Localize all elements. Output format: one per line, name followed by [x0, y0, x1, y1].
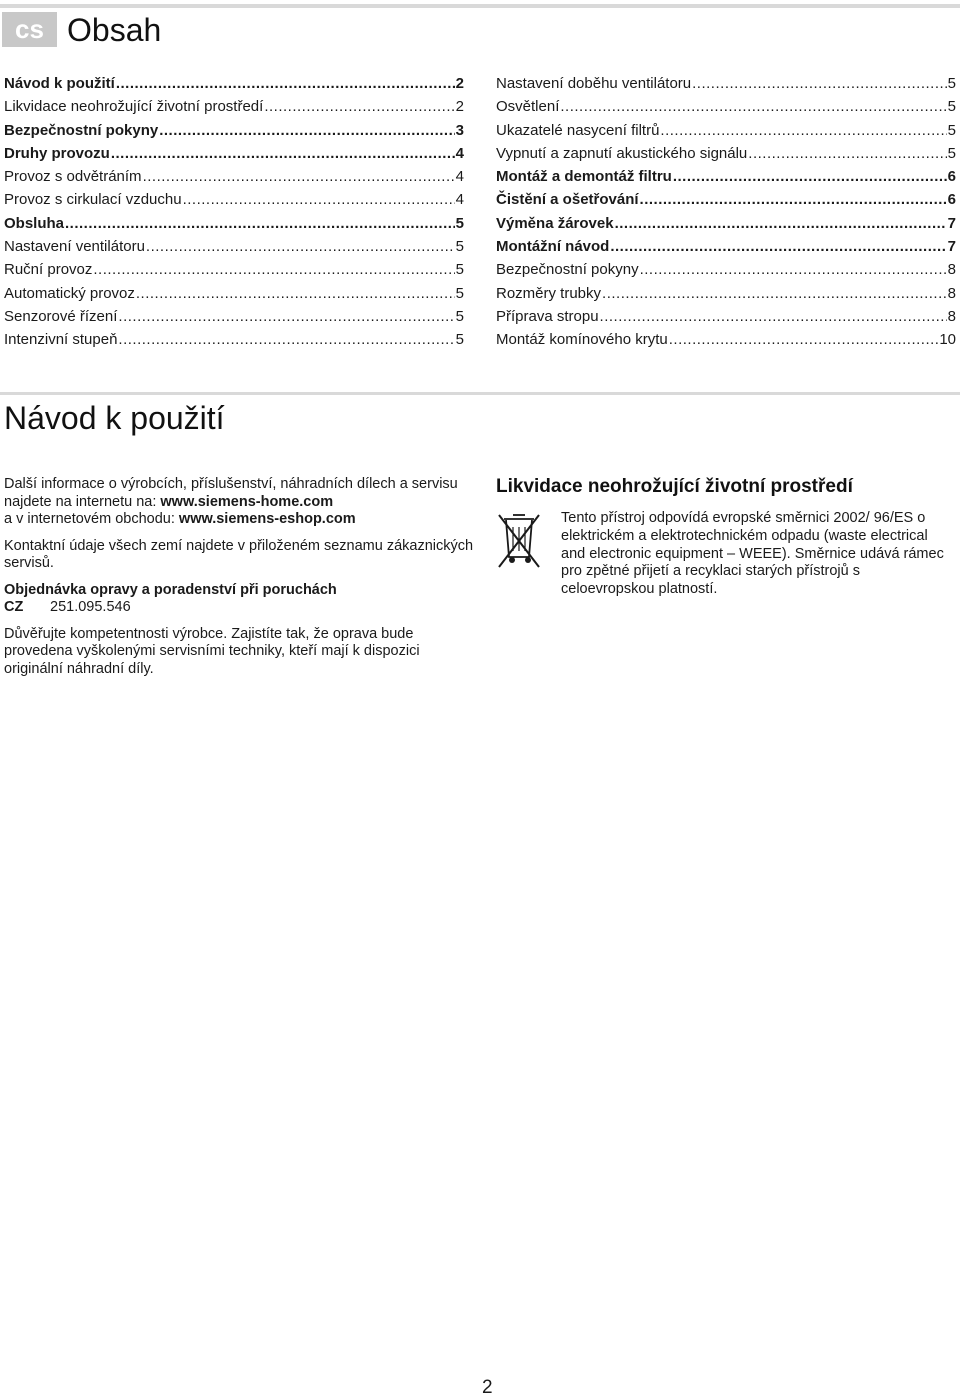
info-column — [4, 476, 474, 678]
toc-dot-leader — [264, 95, 454, 118]
toc-dot-leader — [602, 282, 947, 305]
toc-entry-page: 8 — [947, 307, 956, 325]
phone-line — [4, 599, 474, 617]
toc-entry-label: Nastavení ventilátoru — [4, 238, 145, 256]
toc-dot-leader — [615, 212, 947, 235]
toc-entry-page: 6 — [947, 168, 956, 186]
contacts-paragraph: Kontaktní údaje všech zemí najdete v přiloženém seznamu zákaznických servisů. — [4, 537, 474, 571]
toc-entry-label: Bezpečnostní pokyny — [4, 121, 159, 139]
toc-entry-label: Bezpečnostní pokyny — [496, 261, 639, 279]
toc-entry[interactable] — [4, 328, 464, 351]
toc-dot-leader — [669, 328, 939, 351]
section-divider — [0, 392, 960, 395]
toc-dot-leader — [118, 305, 454, 328]
toc-entry[interactable] — [4, 305, 464, 328]
toc-entry-page: 5 — [947, 98, 956, 116]
toc-entry[interactable] — [496, 258, 956, 281]
toc-entry-page: 5 — [455, 238, 464, 256]
toc-entry-page: 5 — [455, 261, 464, 279]
toc-entry[interactable] — [4, 72, 464, 95]
toc-entry-page: 5 — [455, 331, 464, 349]
page-number: 2 — [482, 1377, 493, 1398]
toc-entry-page: 4 — [455, 144, 464, 162]
toc-entry[interactable] — [496, 95, 956, 118]
toc-entry-label: Automatický provoz — [4, 284, 135, 302]
toc-dot-leader — [183, 188, 455, 211]
toc-entry[interactable] — [496, 165, 956, 188]
toc-entry-page: 5 — [947, 144, 956, 162]
order-heading: Objednávka opravy a poradenství při poruchách — [4, 581, 337, 598]
toc-dot-leader — [65, 212, 455, 235]
toc-entry[interactable] — [4, 188, 464, 211]
toc-entry[interactable] — [4, 235, 464, 258]
toc-entry[interactable] — [4, 282, 464, 305]
page-title: Obsah — [67, 12, 162, 48]
toc-left-column — [4, 72, 464, 352]
info-shop-intro: a v internetovém obchodu: — [4, 511, 179, 527]
toc-entry-label: Montážní návod — [496, 238, 610, 256]
info-intro: Další informace o výrobcích, příslušenství, náhradních dílech a servisu najdete na internetu na: — [4, 476, 458, 510]
toc-dot-leader — [673, 165, 947, 188]
toc-entry-label: Ukazatelé nasycení filtrů — [496, 121, 660, 139]
toc-dot-leader — [640, 258, 947, 281]
toc-entry-page: 2 — [455, 98, 464, 116]
crossed-out-wheelie-bin-icon — [495, 511, 543, 573]
toc-entry[interactable] — [4, 212, 464, 235]
toc-entry-label: Osvětlení — [496, 98, 560, 116]
toc-entry-label: Intenzivní stupeň — [4, 331, 118, 349]
toc-dot-leader — [560, 95, 946, 118]
toc-dot-leader — [143, 165, 455, 188]
toc-entry[interactable] — [496, 328, 956, 351]
top-rule — [0, 4, 960, 8]
toc-entry[interactable] — [496, 235, 956, 258]
phone-number: 251.095.546 — [50, 599, 131, 615]
toc-entry-label: Čistění a ošetřování — [496, 191, 639, 209]
toc-entry[interactable] — [496, 72, 956, 95]
toc-entry[interactable] — [4, 119, 464, 142]
toc-entry-label: Provoz s odvětráním — [4, 168, 142, 186]
toc-entry[interactable] — [4, 165, 464, 188]
toc-entry[interactable] — [496, 119, 956, 142]
toc-entry-label: Výměna žárovek — [496, 214, 614, 232]
toc-dot-leader — [159, 119, 454, 142]
toc-entry-label: Nastavení doběhu ventilátoru — [496, 75, 692, 92]
toc-entry-page: 8 — [947, 261, 956, 279]
toc-entry[interactable] — [4, 95, 464, 118]
toc-entry-label: Rozměry trubky — [496, 284, 602, 302]
disposal-heading: Likvidace neohrožující životní prostředí — [496, 476, 853, 497]
toc-entry-page: 6 — [947, 191, 956, 209]
toc-right-column — [496, 72, 956, 352]
toc-entry-page: 7 — [947, 214, 956, 232]
toc-dot-leader — [660, 119, 946, 142]
website-link[interactable]: www.siemens-home.com — [160, 493, 334, 510]
toc-dot-leader — [692, 72, 947, 95]
phone-country: CZ — [4, 599, 24, 615]
toc-dot-leader — [146, 235, 455, 258]
toc-entry-page: 4 — [455, 191, 464, 209]
info-paragraph — [4, 476, 474, 529]
toc-entry-label: Druhy provozu — [4, 144, 110, 162]
toc-entry[interactable] — [4, 142, 464, 165]
toc-entry[interactable] — [496, 188, 956, 211]
toc-entry-label: Senzorové řízení — [4, 307, 118, 325]
toc-entry-page: 8 — [947, 284, 956, 302]
toc-entry[interactable] — [496, 142, 956, 165]
toc-dot-leader — [748, 142, 946, 165]
toc-dot-leader — [116, 72, 455, 95]
toc-dot-leader — [640, 188, 947, 211]
toc-entry-page: 3 — [455, 121, 464, 139]
trust-paragraph: Důvěřujte kompetentnosti výrobce. Zajistíte tak, že oprava bude provedena vyškolenými servisními techniky, kteří mají k dispozici originální náhradní díly. — [4, 625, 420, 677]
eshop-link[interactable]: www.siemens-eshop.com — [178, 511, 356, 527]
toc-entry-page: 10 — [939, 331, 956, 349]
toc-dot-leader — [610, 235, 946, 258]
toc-entry[interactable] — [4, 258, 464, 281]
toc-entry-page: 5 — [455, 284, 464, 302]
toc-entry-label: Montáž a demontáž filtru — [496, 168, 672, 186]
toc-entry-label: Návod k použití — [4, 75, 115, 92]
toc-entry-label: Příprava stropu — [496, 307, 599, 325]
toc-dot-leader — [136, 282, 455, 305]
toc-entry[interactable] — [496, 212, 956, 235]
toc-entry-label: Vypnutí a zapnutí akustického signálu — [496, 144, 748, 162]
toc-entry-page: 5 — [947, 121, 956, 139]
toc-entry-page: 5 — [947, 75, 956, 92]
toc-dot-leader — [600, 305, 947, 328]
toc-entry-label: Likvidace neohrožující životní prostředí — [4, 98, 264, 116]
toc-entry-page: 5 — [455, 214, 464, 232]
disposal-text: Tento přístroj odpovídá evropské směrnici 2002/ 96/ES o elektrickém a elektrotechnickém odpadu (waste electrical and electronic equipment – WEEE). Směrnice udává rámec pro zpětné přijetí a recyklaci starých přístrojů s celoevropskou platností. — [561, 510, 944, 598]
toc-entry-page: 2 — [455, 75, 464, 92]
toc-entry-page: 5 — [455, 307, 464, 325]
toc-entry-label: Provoz s cirkulací vzduchu — [4, 191, 182, 209]
toc-entry-page: 4 — [455, 168, 464, 186]
toc-dot-leader — [111, 142, 455, 165]
toc-dot-leader — [118, 328, 454, 351]
toc-dot-leader — [93, 258, 454, 281]
toc-entry-label: Obsluha — [4, 214, 65, 232]
toc-entry-label: Ruční provoz — [4, 261, 93, 279]
section-title: Návod k použití — [4, 400, 225, 436]
toc-entry-label: Montáž komínového krytu — [496, 331, 668, 349]
toc-entry[interactable] — [496, 305, 956, 328]
toc-entry-page: 7 — [947, 238, 956, 256]
language-badge: cs — [2, 12, 57, 47]
toc-entry[interactable] — [496, 282, 956, 305]
